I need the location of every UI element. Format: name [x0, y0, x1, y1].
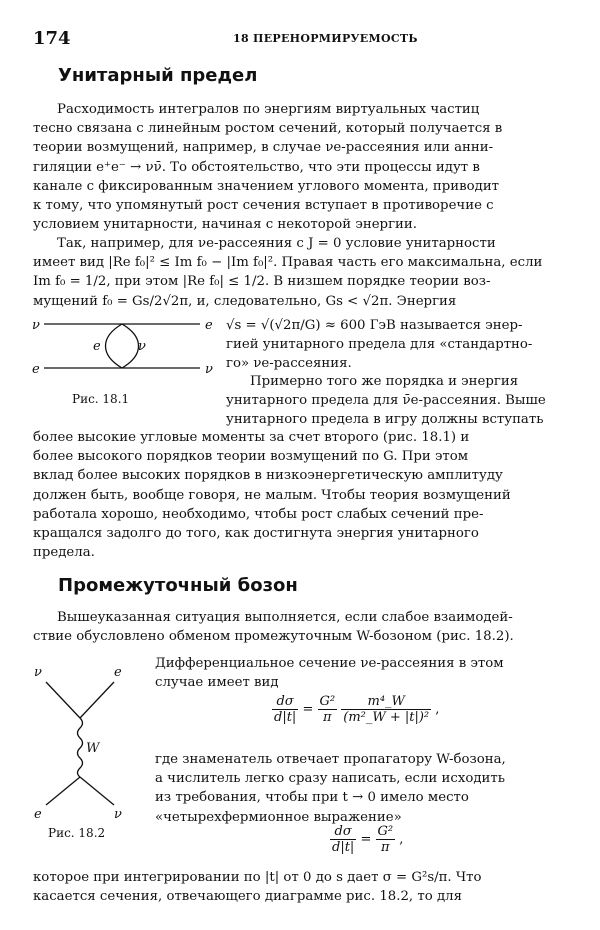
diagram-label: e	[93, 339, 101, 354]
text-line: а числитель легко сразу написать, если исходить	[155, 771, 505, 787]
text-line: где знаменатель отвечает пропагатору W-бозона,	[155, 752, 506, 767]
text-line: гиляции e⁺e⁻ → νν̄. То обстоятельство, что эти процессы идут в	[33, 159, 480, 175]
diagram-label: ν	[32, 318, 40, 333]
text-line: более высокого порядков теории возмущений по G. При этом	[33, 449, 469, 465]
text-line: к тому, что упомянутый рост сечения вступает в противоречие с	[33, 198, 494, 214]
text-line: «четырехфермионное выражение»	[155, 809, 402, 825]
paragraph-7	[33, 868, 568, 906]
paragraph-2	[33, 234, 568, 311]
text-line: теории возмущений, например, в случае νe-рассеяния или анни-	[33, 140, 494, 156]
diagram-label: W	[86, 741, 100, 756]
section-title-boson: Промежуточный бозон	[58, 575, 298, 596]
diagram-label: ν	[138, 339, 146, 354]
text-line: Дифференциальное сечение νe-рассеяния в этом	[155, 656, 504, 671]
text-line: канале с фиксированным значением углового момента, приводит	[33, 178, 500, 194]
running-header	[33, 28, 567, 48]
text-line: кращался задолго до того, как достигнута энергия унитарного	[33, 526, 479, 542]
eq-part: m⁴_W	[341, 694, 431, 710]
text-line: из требования, чтобы при t → 0 имело место	[155, 790, 469, 806]
eq-part: dσ	[272, 694, 298, 710]
text-line: более высокие угловые моменты за счет второго (рис. 18.1) и	[33, 430, 470, 445]
eq-part: G²	[377, 824, 394, 839]
text-line: предела.	[33, 545, 95, 561]
diagram-label: e	[34, 807, 42, 822]
diagram-label: ν	[114, 807, 122, 822]
text-line: имеет вид |Re f₀|² ≤ Im f₀ − |Im f₀|². Правая часть его максимальна, если	[33, 255, 543, 271]
figure-18-1-caption: Рис. 18.1	[72, 392, 130, 406]
text-line: √s = √(√2π/G) ≈ 600 ГэВ называется энер-	[226, 318, 523, 333]
paragraph-3	[33, 428, 568, 562]
text-line: ствие обусловлено обменом промежуточным W-бозоном (рис. 18.2).	[33, 629, 514, 645]
text-line: которое при интегрировании по |t| от 0 до s дает σ = G²s/π. Что	[33, 870, 482, 885]
text-line: мущений f₀ = Gs/2√2π, и, следовательно, Gs < √2π. Энергия	[33, 293, 457, 309]
paragraph-6-side	[155, 750, 568, 827]
text-line: гией унитарного предела для «стандартно-	[226, 337, 533, 353]
diagram-label: e	[205, 318, 213, 333]
text-line: касается сечения, отвечающего диаграмме рис. 18.2, то для	[33, 889, 462, 905]
diagram-label: e	[114, 665, 122, 680]
text-line: унитарного предела для ν̄e-рассеяния. Выше	[226, 393, 546, 409]
eq-part: π	[323, 710, 332, 725]
paragraph-4	[33, 608, 568, 646]
text-line: Вышеуказанная ситуация выполняется, если слабое взаимодей-	[57, 610, 513, 625]
page-number: 174	[33, 28, 71, 49]
figure-18-2-caption: Рис. 18.2	[48, 826, 106, 840]
figure-18-2-diagram	[28, 660, 148, 825]
text-line: Расходимость интегралов по энергиям виртуальных частиц	[57, 102, 480, 117]
text-line: должен быть, вообще говоря, не малым. Чтобы теория возмущений	[33, 487, 511, 503]
diagram-label: ν	[34, 665, 42, 680]
paragraph-3-side	[226, 372, 568, 430]
text-line: Im f₀ = 1/2, при этом |Re f₀| ≤ 1/2. В низшем порядке теории воз-	[33, 274, 491, 290]
text-line: случае имеет вид	[155, 675, 279, 691]
eq-part: (m²_W + |t|)²	[343, 710, 430, 725]
section-title-unitarity: Унитарный предел	[58, 65, 258, 86]
paragraph-2-side	[226, 316, 568, 374]
text-line: работала хорошо, необходимо, чтобы рост слабых сечений пре-	[33, 506, 484, 522]
paragraph-5-side	[155, 654, 568, 692]
diagram-label: e	[32, 362, 40, 377]
eq-part: dσ	[330, 824, 356, 840]
text-line: унитарного предела в игру должны вступать	[226, 412, 544, 428]
text-line: Так, например, для νe-рассеяния с J = 0 условие унитарности	[57, 236, 496, 251]
running-title: 18 ПЕРЕНОРМИРУЕМОСТЬ	[233, 32, 418, 45]
diagram-label: ν	[205, 362, 213, 377]
text-line: тесно связана с линейным ростом сечений, который получается в	[33, 121, 503, 137]
text-line: го» νe-рассеяния.	[226, 356, 352, 372]
eq-part: d|t|	[274, 710, 297, 725]
eq-part: G²	[319, 694, 336, 709]
text-line: Примерно того же порядка и энергия	[250, 374, 519, 389]
text-line: условием унитарности, начиная с некоторой энергии.	[33, 217, 417, 233]
figure-18-1-diagram	[30, 312, 220, 382]
eq-part: π	[381, 840, 390, 855]
equation-2: $\frac{d\sigma}{d|t|}$ = $\frac{\text{G²}}{\pi}$ ,	[332, 824, 404, 855]
text-line: вклад более высоких порядков в низкоэнергетическую амплитуду	[33, 468, 503, 484]
equation-1: $\frac{d\sigma}{d|t|}$ = $\frac{\text{G²}}{\pi}$ $\frac{\text{m⁴\_W}}{\text{(m²\_W + |t|)²}}$ ,	[274, 694, 440, 725]
eq-part: d|t|	[332, 840, 355, 855]
paragraph-1	[33, 100, 568, 234]
